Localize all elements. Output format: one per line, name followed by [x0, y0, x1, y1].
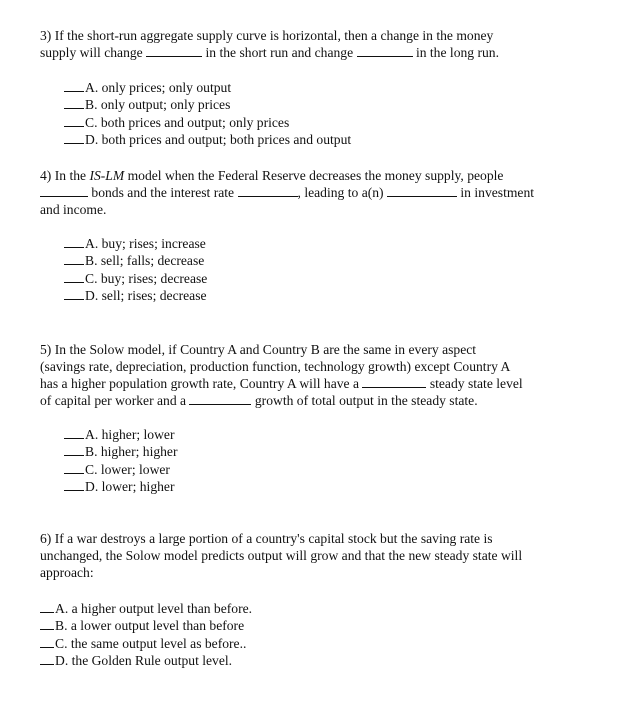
option-c	[40, 635, 600, 652]
option-label: D. both prices and output; both prices and output	[85, 132, 352, 148]
question-5-text-a: has a higher population growth rate, Country A will have a	[40, 376, 360, 391]
question-4-stem-line-1	[40, 167, 600, 184]
question-3-text-c: in the long run.	[415, 45, 500, 60]
question-5-stem-line-3	[40, 375, 600, 392]
question-4-text-d: , leading to a(n)	[297, 185, 384, 200]
option-label: C. both prices and output; only prices	[85, 114, 290, 130]
answer-blank	[64, 252, 84, 265]
option-label: B. a lower output level than before	[55, 618, 245, 634]
question-6-stem-line-1: 6) If a war destroys a large portion of a country's capital stock but the saving rate is	[40, 531, 493, 546]
question-6-stem-line-2: unchanged, the Solow model predicts output will grow and that the new steady state will	[40, 548, 523, 563]
option-label: D. the Golden Rule output level.	[55, 653, 233, 669]
answer-blank	[40, 184, 88, 197]
option-b	[64, 443, 600, 460]
question-3-stem-line-2	[40, 44, 600, 61]
answer-blank	[40, 600, 54, 613]
question-3-stem-line-1: 3) If the short-run aggregate supply curve is horizontal, then a change in the money	[40, 28, 494, 43]
question-4-model-name: IS-LM	[89, 168, 125, 183]
answer-blank	[64, 270, 84, 283]
answer-blank	[146, 44, 202, 57]
option-a	[40, 600, 600, 617]
question-3-text-a: supply will change	[40, 45, 143, 60]
option-d	[40, 652, 600, 669]
option-label: C. buy; rises; decrease	[85, 270, 208, 286]
answer-blank	[40, 652, 54, 665]
answer-blank	[64, 478, 84, 491]
question-4-options	[40, 235, 600, 305]
question-3-options	[40, 79, 600, 149]
answer-blank	[40, 617, 54, 630]
option-a	[64, 79, 600, 96]
option-a	[64, 426, 600, 443]
question-4-text-a: 4) In the	[40, 168, 90, 183]
question-5-text-c: of capital per worker and a	[40, 393, 187, 408]
option-b	[40, 617, 600, 634]
option-label: A. higher; lower	[85, 427, 175, 442]
question-3-text-b: in the short run and change	[205, 45, 354, 60]
question-4-text-e: in investment	[460, 185, 535, 200]
question-5-text-b: steady state level	[429, 376, 523, 391]
answer-blank	[238, 184, 298, 197]
answer-blank	[64, 287, 84, 300]
question-4-stem-line-2	[40, 184, 600, 201]
question-4	[40, 167, 600, 305]
question-5-stem-line-1: 5) In the Solow model, if Country A and Country B are the same in every aspect	[40, 342, 477, 357]
question-5-options	[40, 426, 600, 496]
answer-blank	[64, 96, 84, 109]
question-6	[40, 530, 600, 670]
answer-blank	[64, 114, 84, 127]
option-label: B. sell; falls; decrease	[85, 253, 205, 269]
option-label: A. a higher output level than before.	[55, 601, 253, 616]
answer-blank	[64, 461, 84, 474]
answer-blank	[387, 184, 457, 197]
option-b	[64, 96, 600, 113]
option-b	[64, 252, 600, 269]
option-d	[64, 287, 600, 304]
answer-blank	[40, 635, 54, 648]
option-d	[64, 131, 600, 148]
question-5-stem-line-2: (savings rate, depreciation, production function, technology growth) except Country A	[40, 359, 511, 374]
question-4-text-c: bonds and the interest rate	[91, 185, 235, 200]
question-4-text-b: model when the Federal Reserve decreases the money supply, people	[124, 168, 504, 183]
answer-blank	[64, 131, 84, 144]
answer-blank	[64, 79, 84, 92]
answer-blank	[64, 443, 84, 456]
question-5-text-d: growth of total output in the steady state.	[254, 393, 478, 408]
option-label: A. only prices; only output	[85, 80, 232, 95]
option-label: A. buy; rises; increase	[85, 236, 206, 251]
answer-blank	[362, 375, 426, 388]
answer-blank	[189, 392, 251, 405]
question-4-stem-line-3: and income.	[40, 202, 107, 217]
option-d	[64, 478, 600, 495]
option-label: B. only output; only prices	[85, 97, 231, 113]
answer-blank	[64, 235, 84, 248]
question-6-options	[40, 600, 600, 670]
option-c	[64, 461, 600, 478]
option-label: C. the same output level as before..	[55, 635, 247, 651]
option-label: C. lower; lower	[85, 461, 170, 477]
question-6-stem-line-3: approach:	[40, 565, 94, 580]
answer-blank	[357, 44, 413, 57]
option-c	[64, 270, 600, 287]
option-label: D. lower; higher	[85, 479, 175, 495]
question-5-stem-line-4	[40, 392, 600, 409]
question-5	[40, 341, 600, 496]
option-label: B. higher; higher	[85, 444, 178, 460]
question-3	[40, 27, 600, 149]
option-c	[64, 114, 600, 131]
option-a	[64, 235, 600, 252]
answer-blank	[64, 426, 84, 439]
option-label: D. sell; rises; decrease	[85, 288, 207, 304]
